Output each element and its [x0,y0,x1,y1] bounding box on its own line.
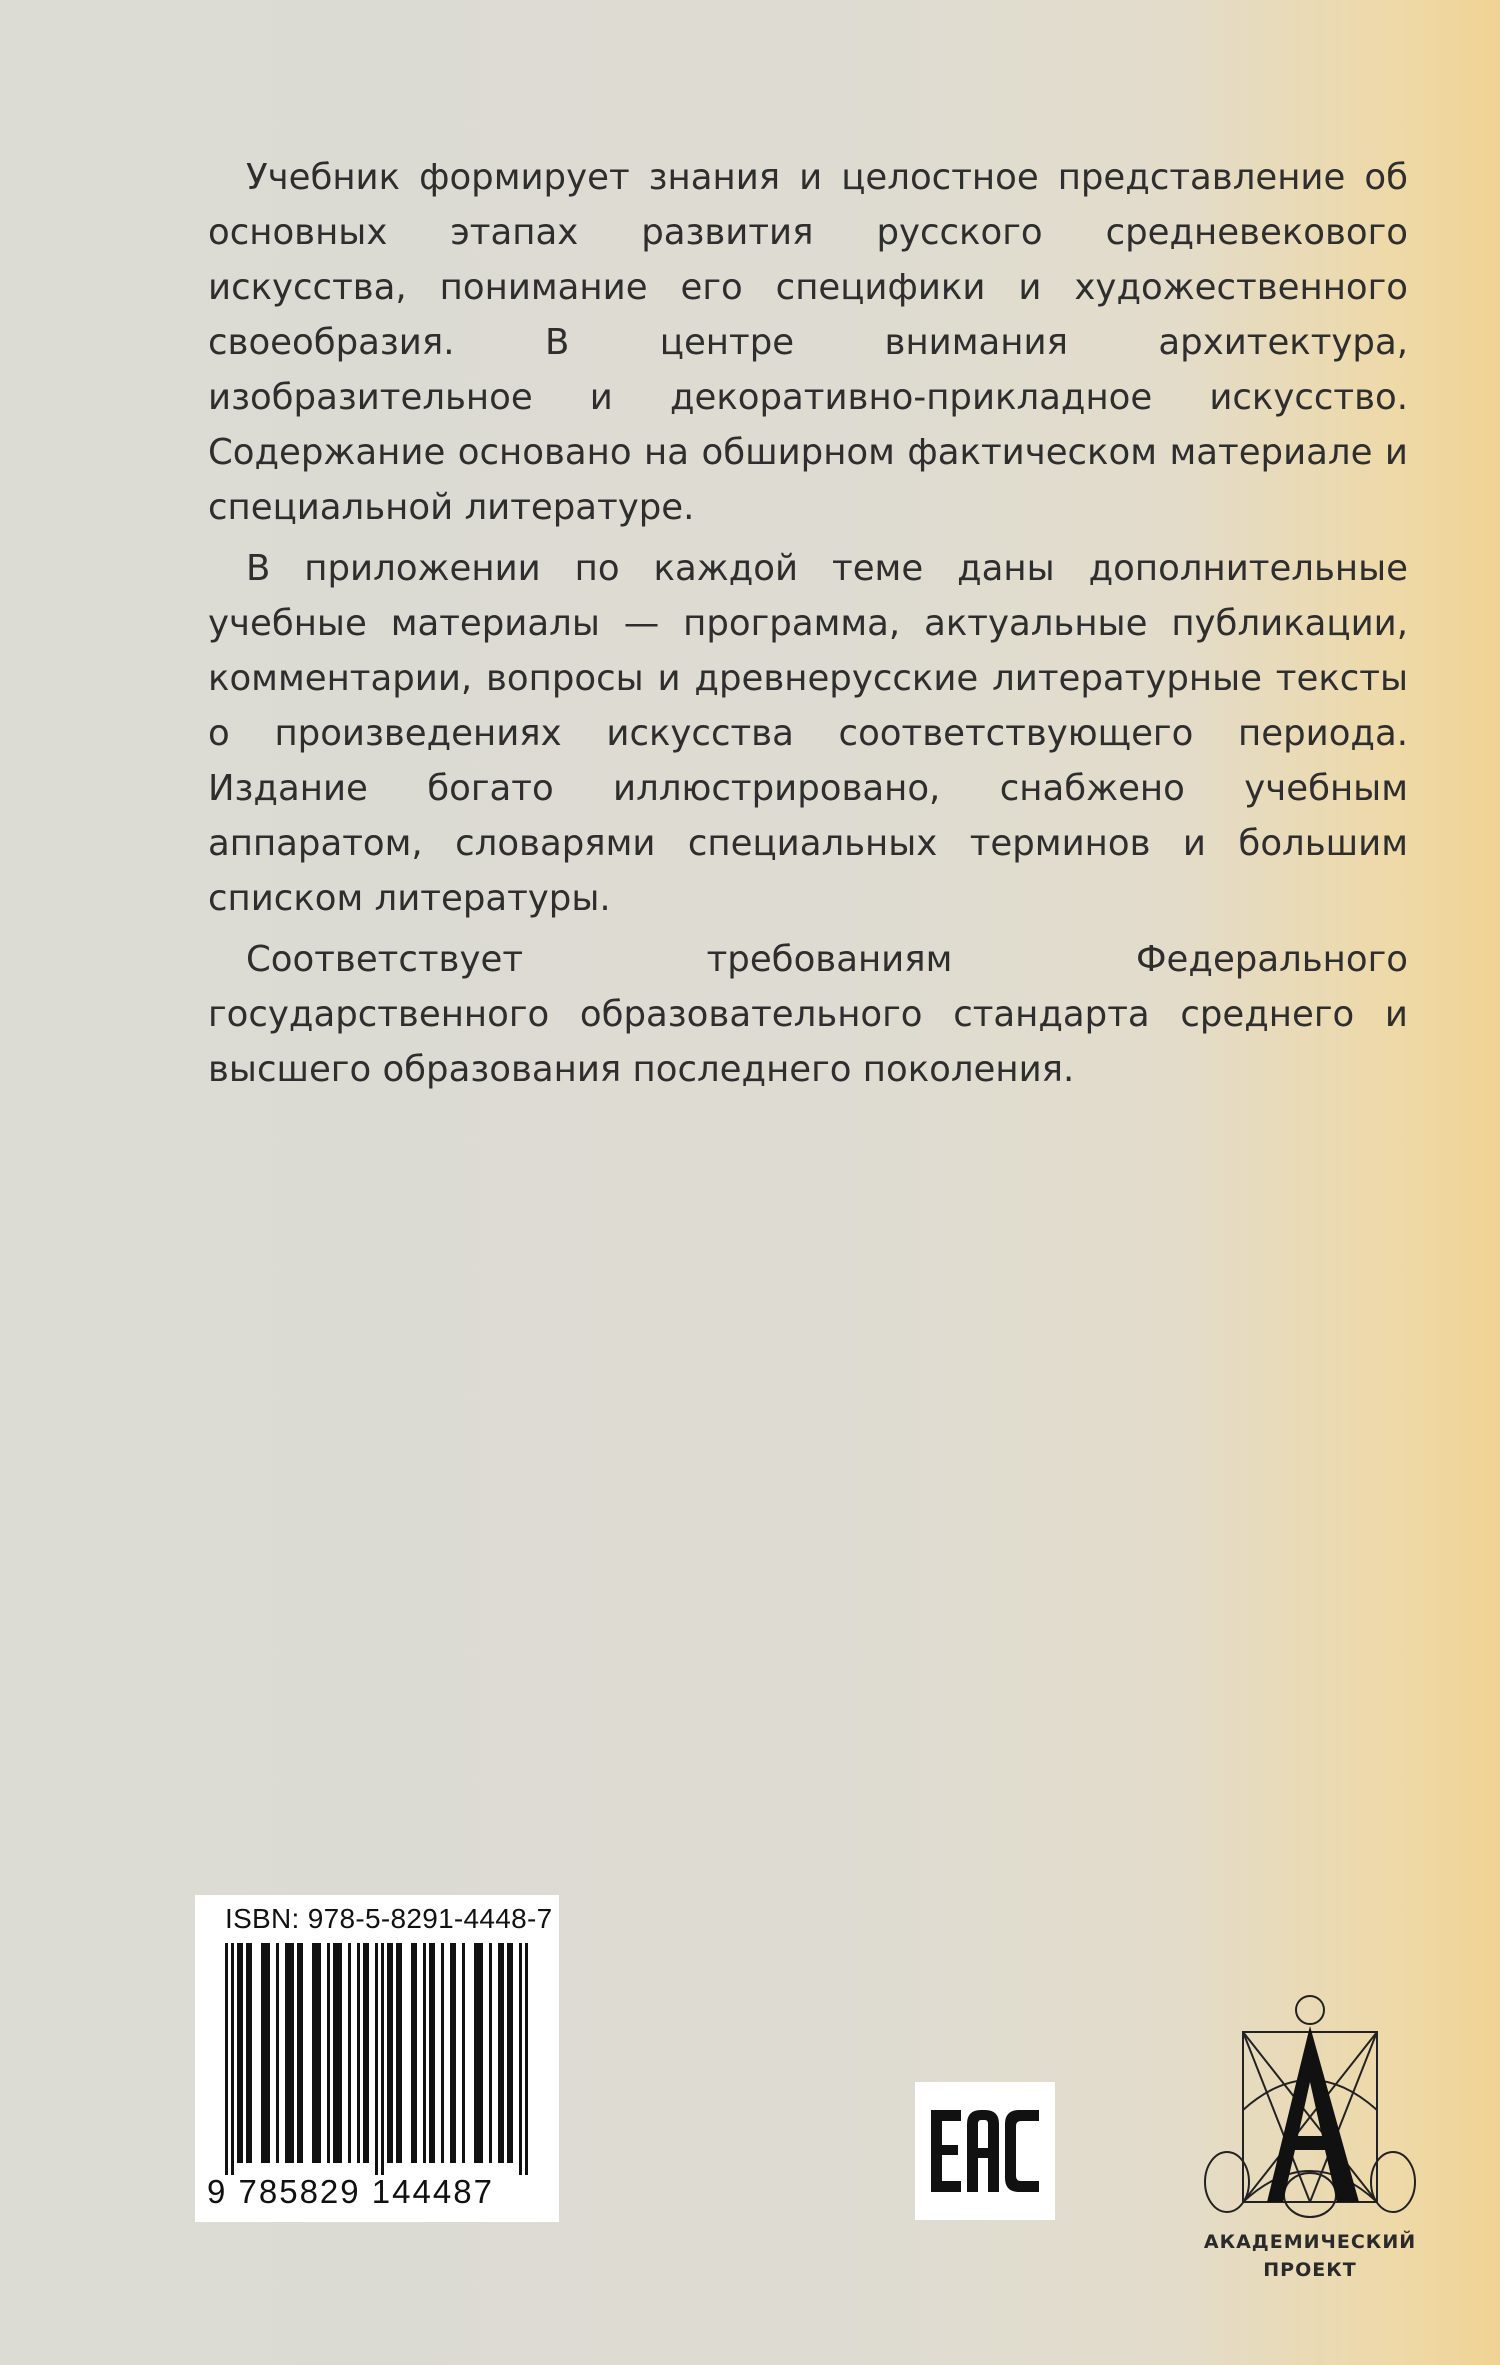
publisher-name [1185,2228,1435,2284]
isbn-label: ISBN: 978-5-8291-4448-7 [225,1903,553,1934]
publisher-logo-block [1185,1990,1435,2310]
publisher-name-line-2: ПРОЕКТ [1263,2259,1357,2281]
barcode-icon [225,1943,529,2175]
publisher-logo-icon [1199,1990,1421,2226]
cover-blurb [208,150,1408,1103]
publisher-name-line-1: АКАДЕМИЧЕСКИЙ [1203,2231,1417,2253]
blurb-paragraph-2: В приложении по каждой теме даны дополнительные учебные материалы — программа, актуальные публикации, комментарии, вопросы и древнерусские литературные тексты о произведениях искусства соответствующего периода. Издание богато иллюстрировано, снабжено учебным аппаратом, словарями специальных терминов и большим списком литературы. [208,548,1408,919]
eac-certification-mark [915,2082,1055,2220]
eac-mark-icon [915,2082,1055,2220]
blurb-paragraph-1: Учебник формирует знания и целостное представление об основных этапах развития русского средневекового искусства, понимание его специфики и художественного своеобразия. В центре внимания архитектура, изобразительное и декоративно-прикладное искусство. Содержание основано на обширном фактическом материале и специальной литературе. [208,157,1408,528]
ean-digits: 9 785829 144487 [207,2173,494,2210]
blurb-paragraph-3: Соответствует требованиям Федерального государственного образовательного стандарта среднего и высшего образования последнего поколения. [208,939,1408,1090]
isbn-barcode-block [195,1895,559,2222]
